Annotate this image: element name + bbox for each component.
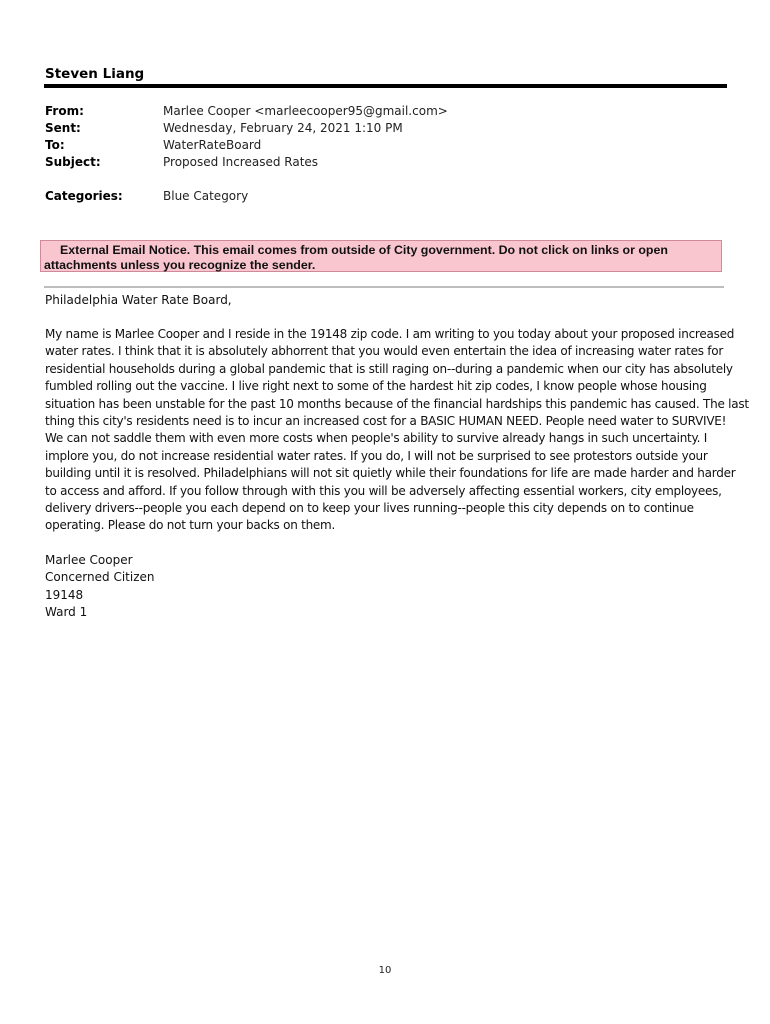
categories-row xyxy=(45,188,448,205)
signature-name: Marlee Cooper xyxy=(45,553,133,567)
body-line: thing this city's residents need is to incur an increased cost for a BASIC HUMAN NEED. People need water to SURVIVE! xyxy=(45,414,727,429)
email-header-block xyxy=(45,103,448,205)
signature-ward: Ward 1 xyxy=(45,605,88,620)
body-line: delivery drivers--people you each depend on to keep your lives running--people this city depends on to continue xyxy=(45,501,694,516)
body-line: implore you, do not increase residential water rates. If you do, I will not be surprised to see protestors outside your xyxy=(45,448,708,463)
to-value: WaterRateBoard xyxy=(163,138,262,152)
to-label: To: xyxy=(45,138,65,152)
from-value: Marlee Cooper <marleecooper95@gmail.com> xyxy=(163,104,448,118)
email-body-paragraph xyxy=(45,326,749,535)
from-row xyxy=(45,103,448,120)
external-email-notice xyxy=(40,240,722,272)
sent-label: Sent: xyxy=(45,121,81,135)
notice-line-2: attachments unless you recognize the sender. xyxy=(44,258,316,272)
mailbox-owner-name: Steven Liang xyxy=(45,66,145,82)
sent-value: Wednesday, February 24, 2021 1:10 PM xyxy=(163,121,403,135)
body-line: fumbled rolling out the vaccine. I live right next to some of the hardest hit zip codes, I know people whose housing xyxy=(45,379,707,394)
body-line: water rates. I think that it is absolutely abhorrent that you would even entertain the idea of increasing water rates for xyxy=(45,344,724,359)
body-line: My name is Marlee Cooper and I reside in the 19148 zip code. I am writing to you today about your proposed increased xyxy=(45,327,735,341)
body-line: situation has been unstable for the past 10 months because of the financial hardships this pandemic has caused. The last xyxy=(45,396,749,411)
owner-divider xyxy=(44,84,727,88)
subject-label: Subject: xyxy=(45,155,101,169)
categories-value: Blue Category xyxy=(163,189,249,203)
body-line: operating. Please do not turn your backs on them. xyxy=(45,518,336,533)
body-line: We can not saddle them with even more costs when people's ability to survive already hangs in such uncertainty. I xyxy=(45,431,708,446)
categories-label: Categories: xyxy=(45,189,123,203)
signature-block xyxy=(45,552,155,622)
subject-row xyxy=(45,154,448,171)
to-row xyxy=(45,137,448,154)
sent-row xyxy=(45,120,448,137)
subject-value: Proposed Increased Rates xyxy=(163,155,319,169)
signature-title: Concerned Citizen xyxy=(45,570,155,585)
salutation: Philadelphia Water Rate Board, xyxy=(45,293,232,307)
body-line: building until it is resolved. Philadelphians will not sit quietly while their foundations for life are made harder and harder xyxy=(45,466,736,481)
body-divider xyxy=(44,286,724,288)
signature-zip: 19148 xyxy=(45,587,84,602)
from-label: From: xyxy=(45,104,84,118)
notice-line-1: External Email Notice. This email comes from outside of City government. Do not click on links or open xyxy=(60,243,668,257)
body-line: to access and afford. If you follow through with this you will be adversely affecting essential workers, city employees, xyxy=(45,483,722,498)
body-line: residential households during a global pandemic that is still raging on--during a pandemic when our city has absolutely xyxy=(45,361,733,376)
page-number: 10 xyxy=(378,965,392,976)
